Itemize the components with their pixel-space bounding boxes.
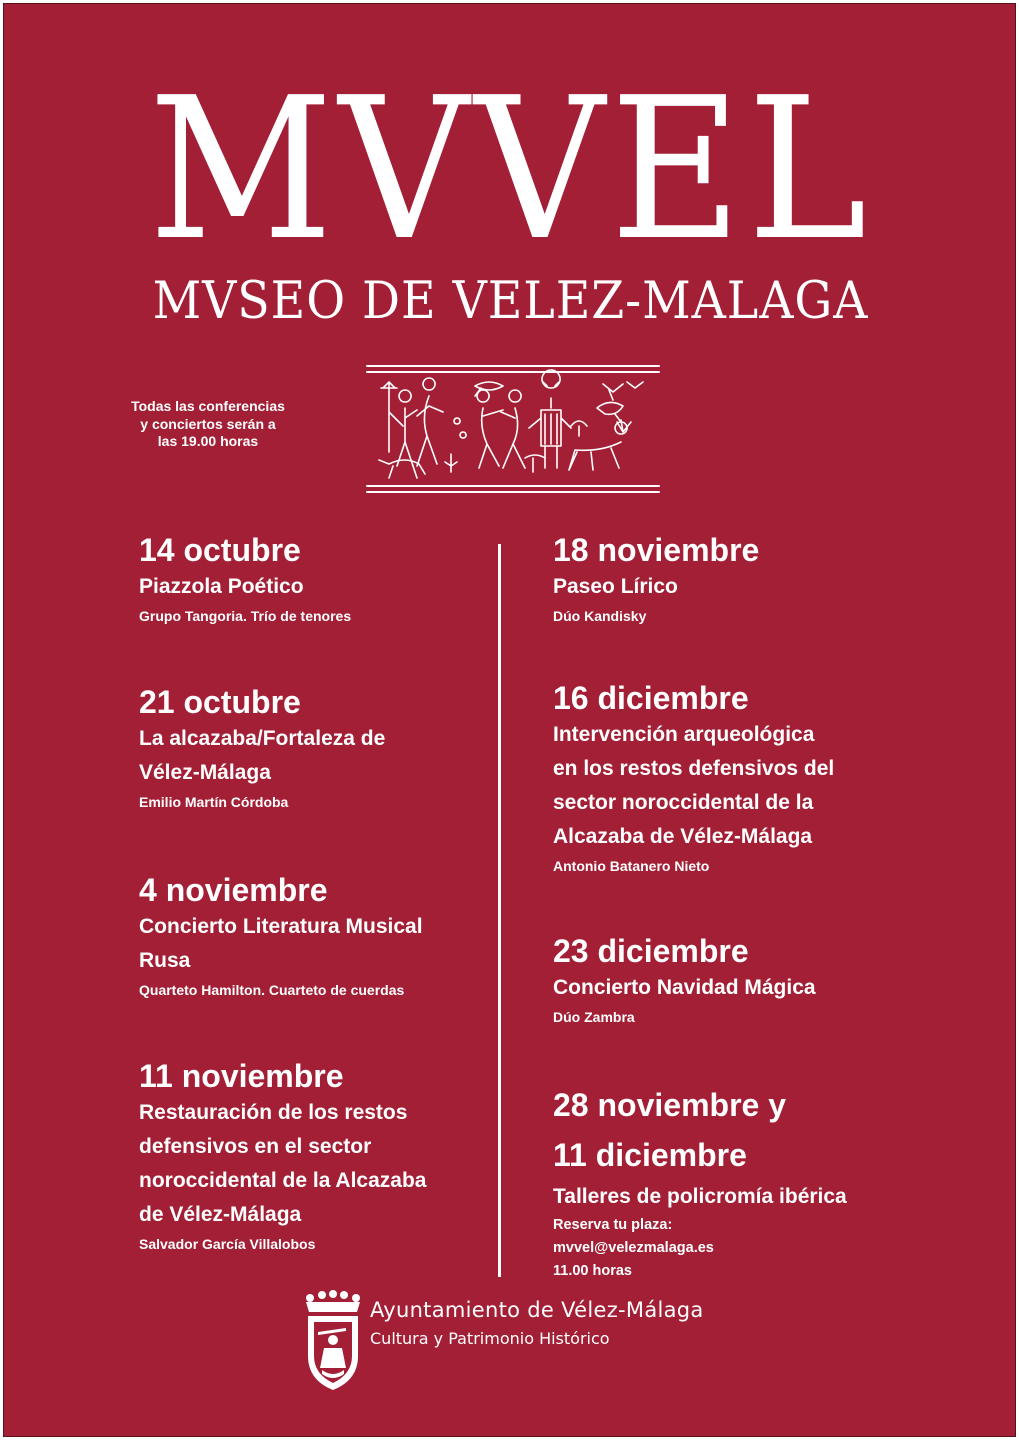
event-performer: Dúo Zambra	[553, 1009, 635, 1025]
event-performer: Grupo Tangoria. Trío de tenores	[139, 608, 352, 624]
note-line: las 19.00 horas	[157, 433, 259, 449]
event-title: Rusa	[139, 949, 191, 972]
event-date: 16 diciembre	[553, 680, 749, 716]
event-title: en los restos defensivos del	[553, 757, 835, 780]
iberian-frieze-illustration	[365, 362, 661, 496]
event-performer: Quarteto Hamilton. Cuarteto de cuerdas	[139, 982, 405, 998]
note-line: y conciertos serán a	[140, 415, 276, 432]
event-item	[553, 530, 913, 626]
event-title: Piazzola Poético	[139, 575, 304, 598]
event-title: Concierto Navidad Mágica	[553, 976, 816, 999]
poster	[3, 3, 1016, 1437]
workshop-time: 11.00 horas	[553, 1263, 632, 1279]
town-crest-icon	[300, 1290, 366, 1394]
event-date: 18 noviembre	[553, 532, 760, 568]
footer-organization: Ayuntamiento de Vélez-Málaga	[370, 1298, 704, 1322]
booking-info: Reserva tu plaza:	[553, 1217, 673, 1233]
museum-logo: MVVEL	[148, 56, 873, 284]
note-line: Todas las conferencias	[131, 398, 285, 414]
event-item	[139, 530, 499, 626]
booking-email[interactable]: mvvel@velezmalaga.es	[553, 1240, 714, 1256]
event-title: Concierto Literatura Musical	[139, 915, 423, 938]
schedule-note	[108, 398, 308, 451]
footer	[300, 1290, 740, 1400]
event-title: Paseo Lírico	[553, 575, 678, 598]
event-speaker: Salvador García Villalobos	[139, 1236, 316, 1252]
event-date: 14 octubre	[139, 532, 301, 568]
event-date: 23 diciembre	[553, 933, 749, 969]
event-title: sector noroccidental de la	[553, 791, 814, 814]
event-date: 28 noviembre y	[553, 1087, 786, 1123]
event-date: 11 diciembre	[553, 1137, 747, 1173]
event-item	[139, 682, 499, 812]
event-item	[553, 931, 913, 1027]
event-title: Vélez-Málaga	[139, 761, 271, 784]
event-item	[553, 1080, 913, 1283]
museum-name: MVSEO DE VELEZ-MALAGA	[152, 272, 869, 331]
event-title: La alcazaba/Fortaleza de	[139, 727, 386, 750]
footer-department: Cultura y Patrimonio Histórico	[370, 1329, 610, 1348]
event-title: defensivos en el sector	[139, 1135, 372, 1158]
event-title: Restauración de los restos	[139, 1101, 408, 1124]
event-title: Alcazaba de Vélez-Málaga	[553, 825, 813, 848]
event-item	[139, 870, 499, 1000]
event-title: Talleres de policromía ibérica	[553, 1185, 847, 1208]
event-speaker: Emilio Martín Córdoba	[139, 794, 289, 810]
event-title: Intervención arqueológica	[553, 723, 815, 746]
event-title: noroccidental de la Alcazaba	[139, 1169, 427, 1192]
event-performer: Dúo Kandisky	[553, 608, 647, 624]
event-item	[139, 1056, 499, 1254]
event-date: 4 noviembre	[139, 872, 328, 908]
event-title: de Vélez-Málaga	[139, 1203, 302, 1226]
event-date: 11 noviembre	[139, 1058, 344, 1094]
event-date: 21 octubre	[139, 684, 301, 720]
event-item	[553, 678, 913, 876]
event-speaker: Antonio Batanero Nieto	[553, 858, 710, 874]
